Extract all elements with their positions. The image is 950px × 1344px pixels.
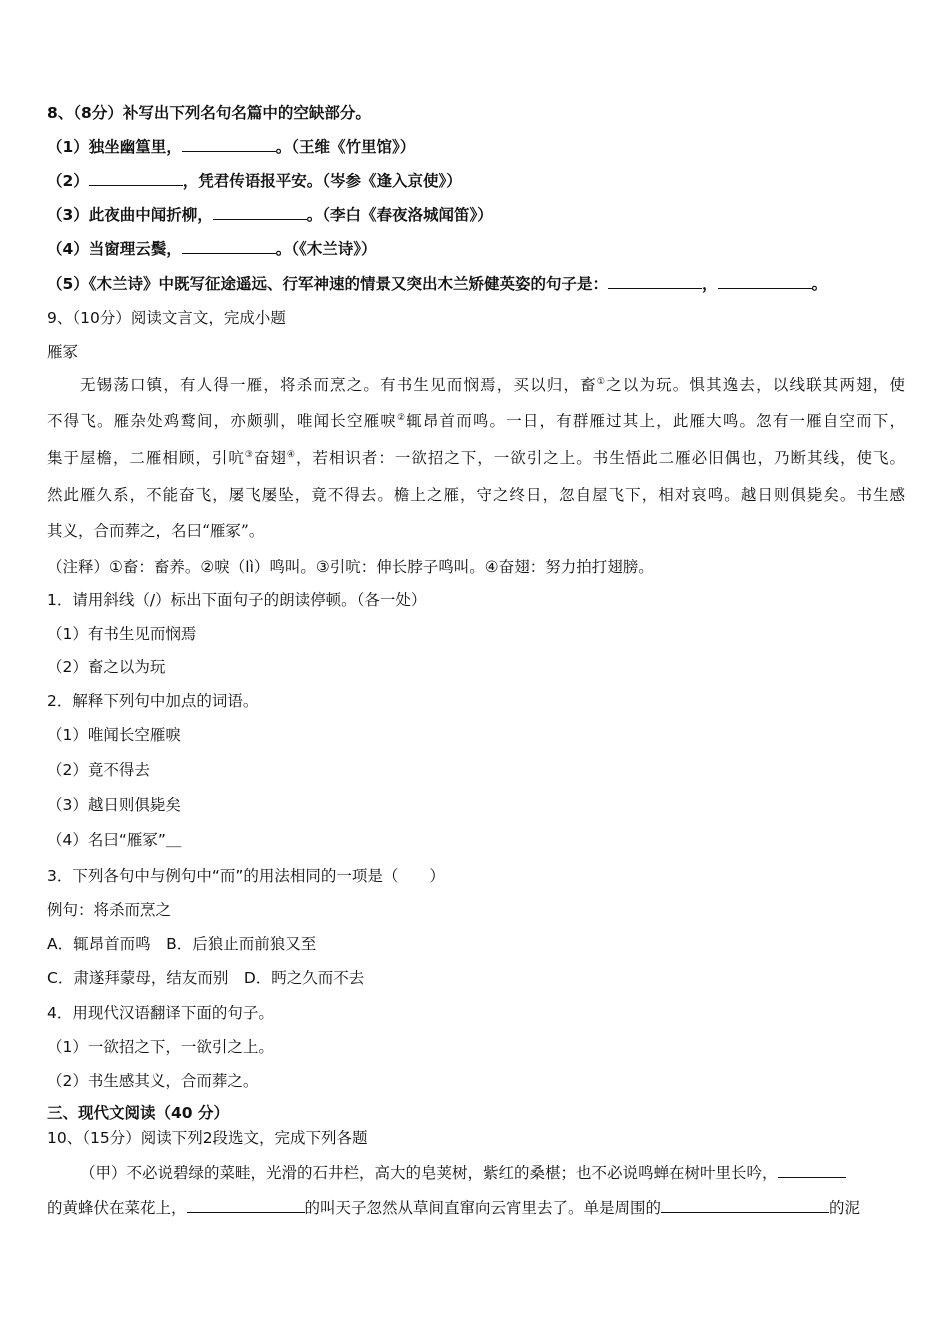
- q8-item-3: [47, 205, 493, 225]
- sub-item: （1）有书生见而悯焉: [47, 625, 197, 643]
- passage-text: 无锡荡口镇，有人得一雁，将杀而烹之。有书生见而悯焉，买以归，畜: [80, 376, 597, 394]
- options-cd: C．肃遂拜蒙母，结友而别 D．眄之久而不去: [47, 969, 365, 987]
- passage-text: ，若相识者：一欲招之下，一欲引之上。书生悟此二雁必旧偶也，乃断其线，使飞。: [295, 449, 905, 467]
- sub-question-4: 4．用现代汉语翻译下面的句子。: [47, 1004, 274, 1022]
- answer-blank[interactable]: [608, 274, 702, 289]
- q10-header: 10、（15分）阅读下列2段选文，完成下列各题: [47, 1129, 368, 1147]
- answer-blank[interactable]: [661, 1198, 829, 1213]
- q8-item-3-source: 。（李白《春夜洛城闻笛》）: [306, 206, 493, 224]
- q8-item-5: [47, 274, 827, 294]
- passage-notes: （注释）①畜：畜养。②唳（lì）鸣叫。③引吭：伸长脖子鸣叫。④奋翅：努力拍打翅膀。: [47, 558, 654, 576]
- passage-text: 其义，合而葬之，名曰“雁冢”。: [47, 522, 265, 540]
- passage-text: 然此雁久系，不能奋飞，屡飞屡坠，竟不得去。檐上之雁，守之终日，忽自屋飞下，相对哀鸣。越日则俱毙矣。书生感: [47, 486, 905, 504]
- options-ab: A．辄昂首而鸣 B．后狼止而前狼又至: [47, 935, 317, 953]
- footnote-mark: ③: [244, 449, 254, 460]
- sub-item: （1）唯闻长空雁唳: [47, 726, 181, 744]
- passage-line-2: [47, 411, 905, 431]
- passage-text: 的泥: [829, 1199, 861, 1217]
- answer-blank[interactable]: [187, 1198, 305, 1213]
- passage-line-4: [47, 485, 905, 505]
- sub-item: （2）竟不得去: [47, 761, 150, 779]
- example-sentence: 例句：将杀而烹之: [47, 901, 172, 919]
- q8-item-5-end: 。: [811, 275, 828, 293]
- sub-question-3: 3．下列各句中与例句中“而”的用法相同的一项是（ ）: [47, 867, 445, 885]
- q8-item-4-text: （4）当窗理云鬓，: [47, 240, 182, 258]
- q8-item-3-text: （3）此夜曲中闻折柳，: [47, 206, 213, 224]
- sub-item: （4）名曰“雁冢”＿: [47, 831, 182, 849]
- passage-text: 辄昂首而鸣。一日，有群雁过其上，此雁大鸣。忽有一雁自空而下，: [406, 412, 905, 430]
- sub-item: （1）一欲招之下，一欲引之上。: [47, 1038, 274, 1056]
- q9-header: 9、（10分）阅读文言文，完成小题: [47, 309, 286, 327]
- q8-item-2: [47, 171, 462, 191]
- answer-blank[interactable]: [89, 171, 183, 186]
- q10-passage-line-1: [80, 1163, 846, 1183]
- section-title: 三、现代文阅读（40 分）: [47, 1104, 229, 1122]
- q8-item-5-sep: ，: [702, 275, 718, 293]
- answer-blank[interactable]: [718, 274, 812, 289]
- sub-question-1: 1．请用斜线（/）标出下面句子的朗读停顿。（各一处）: [47, 591, 427, 609]
- q8-item-5-text: （5）《木兰诗》中既写征途遥远、行军神速的情景又突出木兰矫健英姿的句子是：: [47, 275, 609, 293]
- footnote-mark: ②: [396, 412, 407, 423]
- passage-title: 雁冢: [47, 343, 79, 361]
- sub-item: （2）畜之以为玩: [47, 658, 166, 676]
- passage-line-3: [47, 448, 905, 468]
- q8-item-4-source: 。（《木兰诗》）: [275, 240, 377, 258]
- q10-passage-line-2: [47, 1198, 860, 1218]
- footnote-mark: ④: [286, 449, 296, 460]
- passage-text: 集于屋檐，二雁相顾，引吭: [47, 449, 245, 467]
- passage-text: （甲）不必说碧绿的菜畦，光滑的石井栏，高大的皂荚树，紫红的桑椹；也不必说鸣蝉在树叶里长吟，: [80, 1164, 778, 1182]
- answer-blank[interactable]: [213, 205, 307, 220]
- sub-item: （2）书生感其义，合而葬之。: [47, 1072, 259, 1090]
- answer-blank[interactable]: [182, 239, 276, 254]
- passage-text: 之以为玩。惧其逸去，以线联其两翅，使: [606, 376, 905, 394]
- passage-text: 不得飞。雁杂处鸡鹜间，亦颇驯，唯闻长空雁唳: [47, 412, 397, 430]
- footnote-mark: ①: [596, 376, 607, 387]
- sub-item: （3）越日则俱毙矣: [47, 796, 181, 814]
- passage-text: 奋翅: [253, 449, 287, 467]
- q8-item-2-source: ，凭君传语报平安。（岑参《逢入京使》）: [182, 172, 462, 190]
- q8-item-1-text: （1）独坐幽篁里，: [47, 138, 182, 156]
- q8-item-1: [47, 137, 415, 157]
- q8-item-2-text: （2）: [47, 172, 89, 190]
- q8-header: 8、（8分）补写出下列名句名篇中的空缺部分。: [47, 104, 371, 122]
- passage-text: 的叫天子忽然从草间直窜向云宵里去了。单是周围的: [304, 1199, 662, 1217]
- passage-line-5: [47, 521, 264, 541]
- sub-question-2: 2．解释下列句中加点的词语。: [47, 692, 259, 710]
- answer-blank[interactable]: [778, 1163, 846, 1178]
- answer-blank[interactable]: [182, 137, 276, 152]
- q8-item-4: [47, 239, 377, 259]
- q8-item-1-source: 。（王维《竹里馆》）: [275, 138, 416, 156]
- passage-line-1: [47, 375, 905, 395]
- passage-text: 的黄蜂伏在菜花上，: [47, 1199, 187, 1217]
